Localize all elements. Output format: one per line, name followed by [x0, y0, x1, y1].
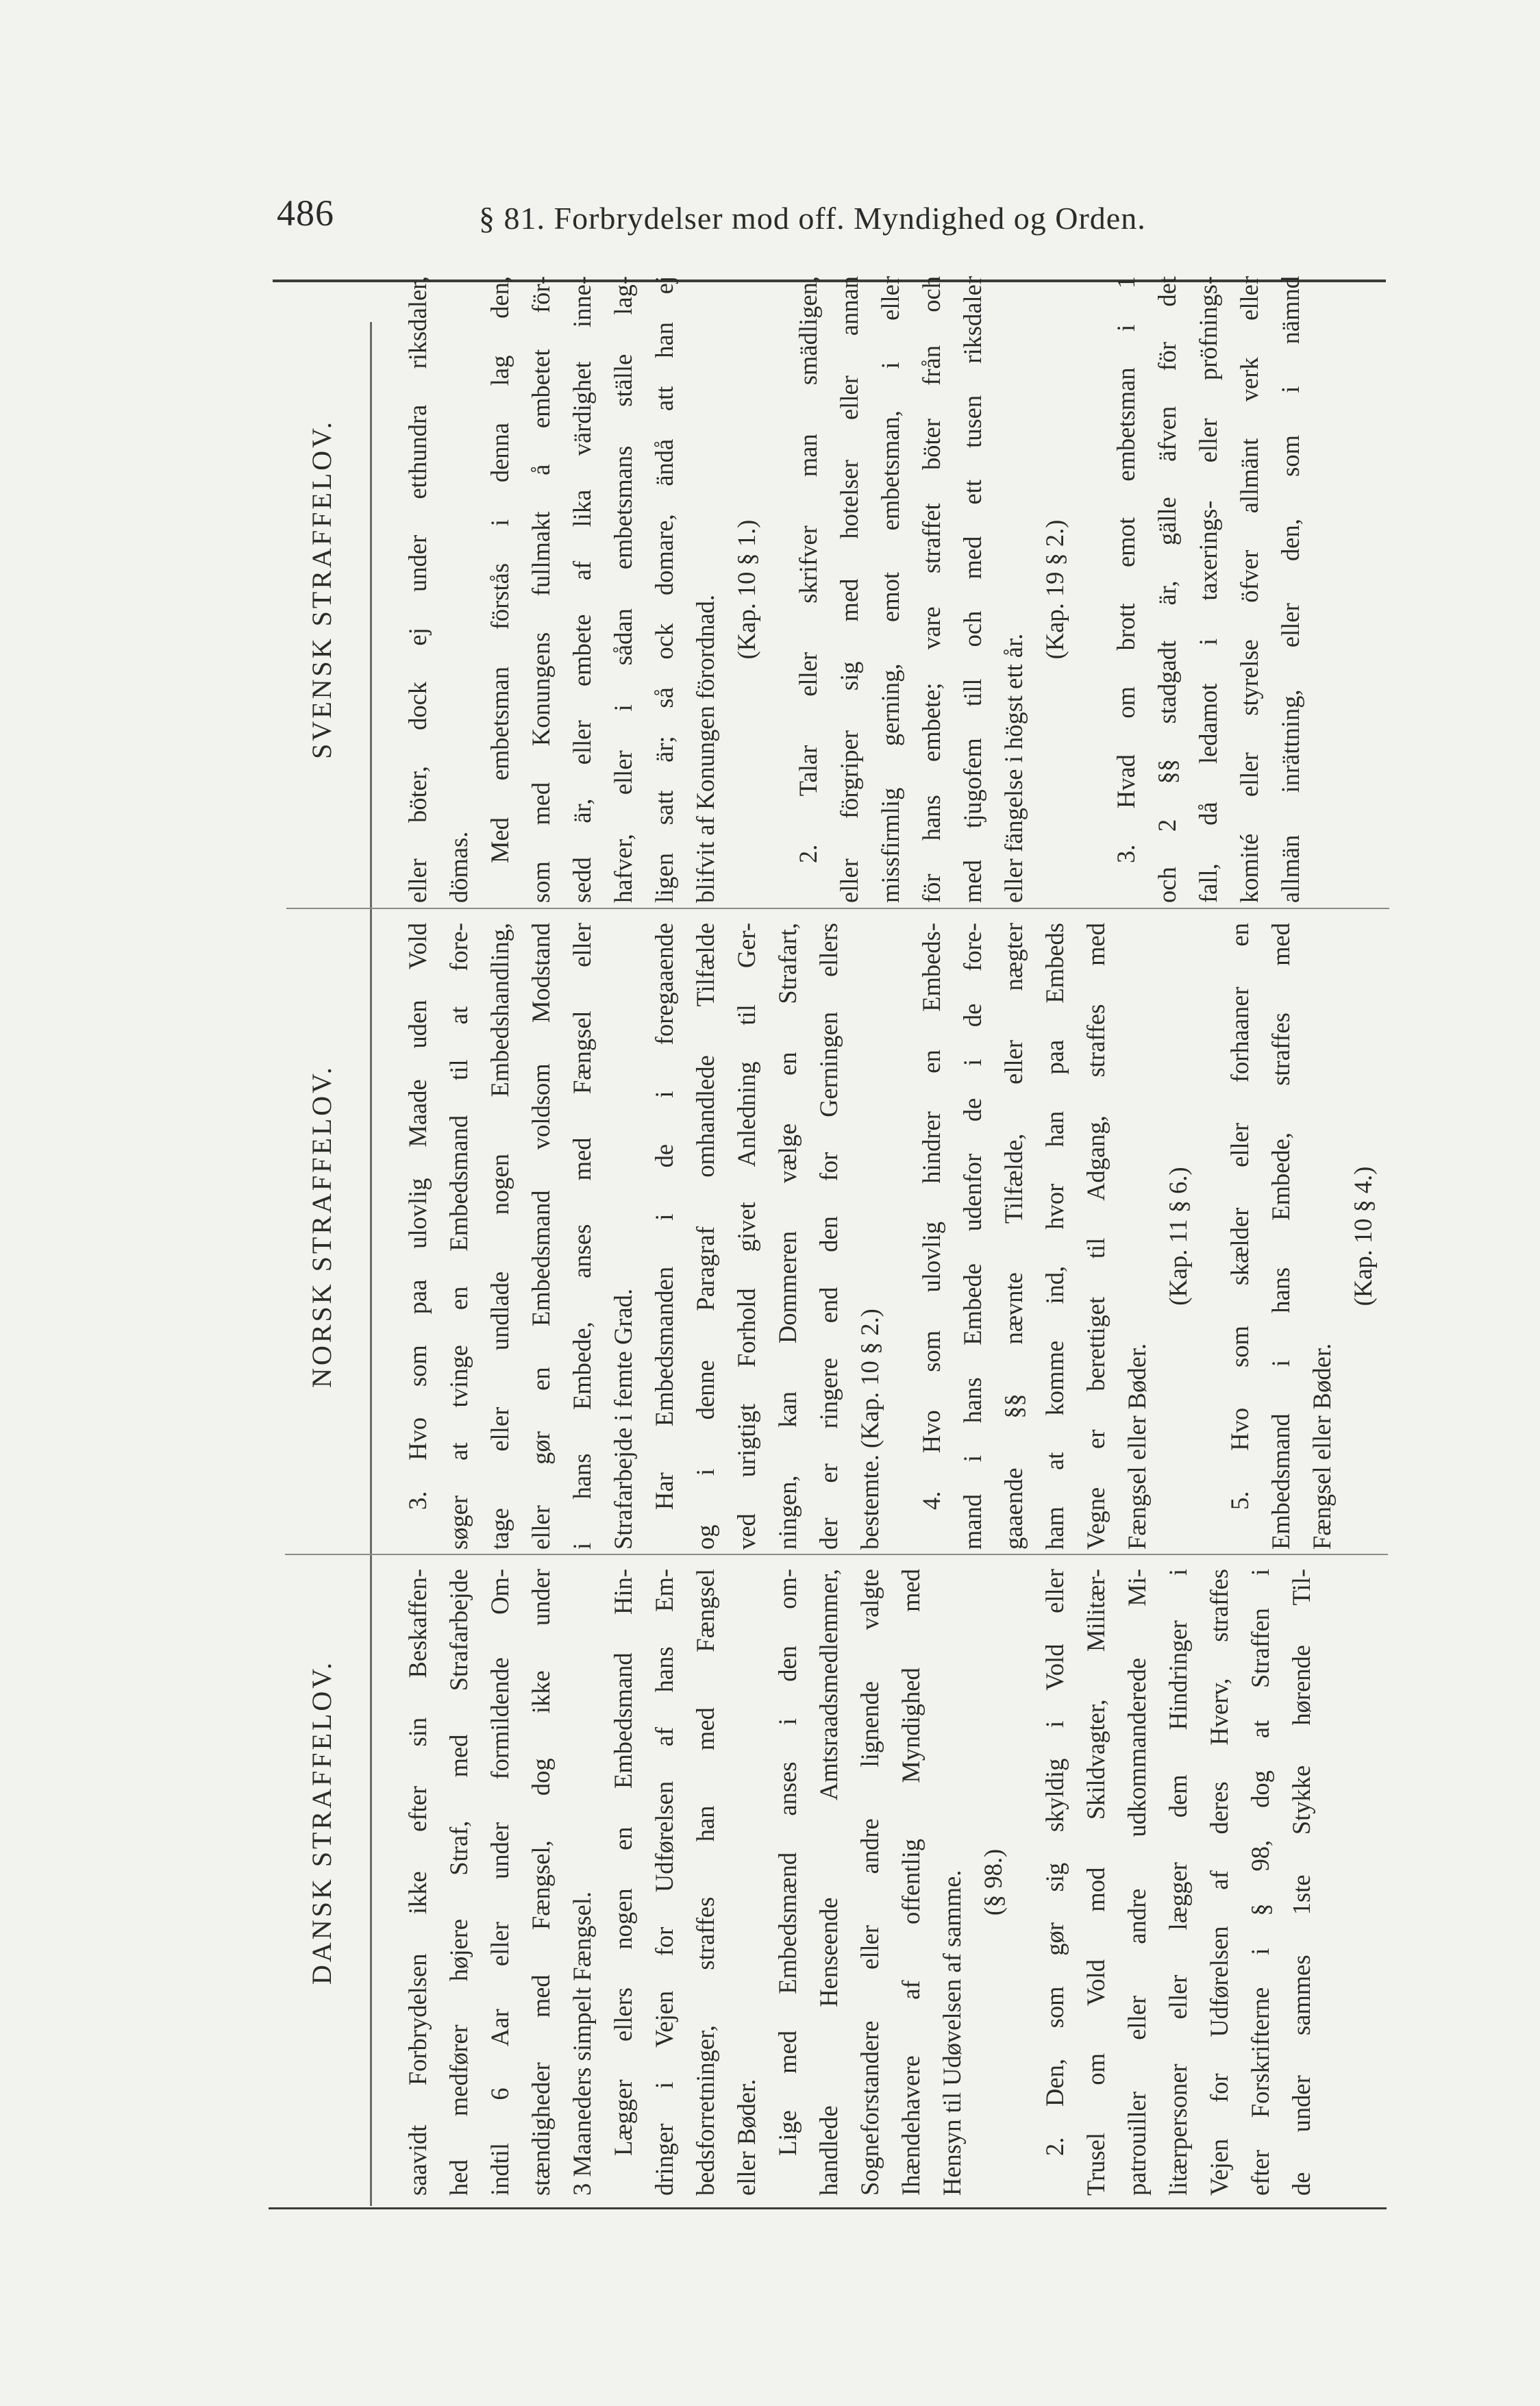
dansk-line: Ihændehavere af offentlig Myndighed med [897, 1569, 925, 2196]
svensk-line: Med embetsman förstås i denna lag den, [486, 276, 514, 863]
norsk-line: eller gør en Embedsmand voldsom Modstand [527, 923, 555, 1550]
svensk-line: allmän inrättning, eller den, som i nämnd [1276, 276, 1304, 903]
norsk-line: ham at komme ind, hvor han paa Embeds [1041, 923, 1069, 1550]
norsk-line: 4. Hvo som ulovlig hindrer en Embeds- [917, 923, 945, 1510]
svensk-line: missfirmlig gerning, emot embetsman, i eller [876, 276, 904, 903]
norsk-line: gaaende §§ nævnte Tilfælde, eller nægter [999, 923, 1028, 1550]
dansk-line: Trusel om Vold mod Skildvagter, Militær- [1082, 1569, 1110, 2196]
dansk-line: Lægger ellers nogen en Embedsmand Hin- [609, 1569, 637, 2156]
norsk-line: 3. Hvo som paa ulovlig Maade uden Vold [403, 923, 432, 1510]
svensk-line: med tjugofem till och med ett tusen riksdaler [958, 276, 986, 903]
norsk-line: søger at tvinge en Embedsmand til at fore- [445, 923, 473, 1550]
dansk-line: Hensyn til Udøvelsen af samme. [938, 1870, 966, 2196]
dansk-line: Sogneforstandere eller andre lignende valgte [856, 1569, 884, 2196]
norsk-line: ved urigtigt Forhold givet Anledning til Ger- [732, 923, 760, 1550]
dansk-line: efter Forskrifterne i § 98, dog at Straffen i [1246, 1569, 1274, 2196]
dansk-line: 3 Maaneders simpelt Fængsel. [568, 1891, 596, 2196]
dansk-line: Lige med Embedsmænd anses i den om- [773, 1569, 802, 2156]
norsk-line: tage eller undlade nogen Embedshandling, [486, 923, 514, 1550]
column-divider-dansk-norsk [285, 1554, 1388, 1555]
svensk-line: och 2 §§ stadgadt är, gälle äfven för det [1153, 276, 1181, 903]
norsk-line: Vegne er berettiget til Adgang, straffes med [1082, 923, 1110, 1550]
svensk-heading: SVENSK STRAFFELOV. [306, 419, 337, 759]
svensk-line: ligen satt är; så ock domare, ändå att han ej [650, 276, 678, 903]
dansk-line: stændigheder med Fængsel, dog ikke under [527, 1569, 555, 2196]
dansk-line: litærpersoner eller lægger dem Hindringer i [1164, 1569, 1192, 2196]
svensk-citation: (Kap. 19 § 2.) [1041, 519, 1069, 660]
svensk-line: dömas. [445, 831, 473, 903]
dansk-line: handlede Henseende Amtsraadsmedlemmer, [815, 1569, 843, 2196]
norsk-line: bestemte. (Kap. 10 § 2.) [856, 1309, 884, 1550]
norsk-line: Fængsel eller Bøder. [1308, 1343, 1336, 1550]
svensk-line: eller fängelse i högst ett år. [999, 633, 1028, 903]
norsk-line: der er ringere end den for Gerningen ellers [815, 923, 843, 1550]
norsk-citation: (Kap. 11 § 6.) [1164, 1167, 1192, 1306]
dansk-line: de under sammes 1ste Stykke hørende Til- [1287, 1569, 1315, 2196]
norsk-line: Strafarbejde i femte Grad. [609, 1288, 637, 1550]
dansk-line: patrouiller eller andre udkommanderede Mi- [1123, 1569, 1151, 2196]
norsk-line: og i denne Paragraf omhandlede Tilfælde [691, 923, 719, 1550]
norsk-heading: NORSK STRAFFELOV. [306, 1065, 337, 1388]
norsk-citation: (Kap. 10 § 4.) [1349, 1166, 1377, 1306]
norsk-line: Embedsmand i hans Embede, straffes med [1267, 923, 1295, 1550]
norsk-line: mand i hans Embede udenfor de i de fore- [958, 923, 986, 1550]
svensk-line: eller böter, dock ej under etthundra riksdaler, [403, 276, 432, 903]
dansk-line: indtil 6 Aar eller under formildende Om- [486, 1569, 514, 2196]
running-head [277, 192, 1236, 240]
dansk-line: eller Bøder. [732, 2079, 760, 2196]
heading-separator-rule [370, 322, 372, 2206]
norsk-line: 5. Hvo som skælder eller forhaaner en [1226, 923, 1254, 1510]
svensk-line: komité eller styrelse öfver allmänt verk eller [1235, 276, 1263, 903]
dansk-line: saavidt Forbrydelsen ikke efter sin Beskaffen- [403, 1569, 432, 2196]
svensk-citation: (Kap. 10 § 1.) [732, 519, 760, 660]
page-number: 486 [277, 193, 334, 234]
column-divider-norsk-svensk [286, 908, 1389, 909]
running-head-title: § 81. Forbrydelser mod off. Myndighed og Orden. [479, 201, 1146, 236]
svensk-line: för hans embete; vare straffet böter från och [917, 276, 945, 903]
svensk-line: eller förgriper sig med hotelser eller annan [835, 276, 863, 903]
norsk-line: Har Embedsmanden i de i foregaaende [650, 923, 678, 1510]
norsk-line: ningen, kan Dommeren vælge en Strafart, [773, 923, 802, 1550]
dansk-line: Vejen for Udførelsen af deres Hverv, straffes [1205, 1569, 1233, 2196]
norsk-line: i hans Embede, anses med Fængsel eller [568, 923, 596, 1550]
dansk-line: bedsforretninger, straffes han med Fængsel [691, 1569, 719, 2196]
svensk-line: fall, då ledamot i taxerings- eller pröfnings- [1194, 276, 1222, 903]
norsk-line: Fængsel eller Bøder. [1123, 1343, 1151, 1550]
dansk-citation: (§ 98.) [979, 1848, 1007, 1916]
table-bottom-rule [269, 2207, 1387, 2209]
svensk-line: som med Konungens fullmakt å embetet för- [527, 276, 555, 903]
svensk-line: sedd är, eller embete af lika värdighet inne- [568, 276, 596, 903]
dansk-line: dringer i Vejen for Udførelsen af hans Em- [650, 1569, 678, 2196]
svensk-line: blifvit af Konungen förordnad. [691, 594, 719, 903]
dansk-line: 2. Den, som gør sig skyldig i Vold eller [1041, 1569, 1069, 2156]
dansk-heading: DANSK STRAFFELOV. [306, 1660, 337, 1985]
svensk-line: 2. Talar eller skrifver man smädligen, [794, 276, 822, 863]
svensk-line: hafver, eller i sådan embetsmans ställe lag- [609, 276, 637, 903]
dansk-line: hed medfører højere Straf, med Strafarbejde [445, 1569, 473, 2196]
svensk-line: 3. Hvad om brott emot embetsman i 1 [1112, 276, 1140, 863]
